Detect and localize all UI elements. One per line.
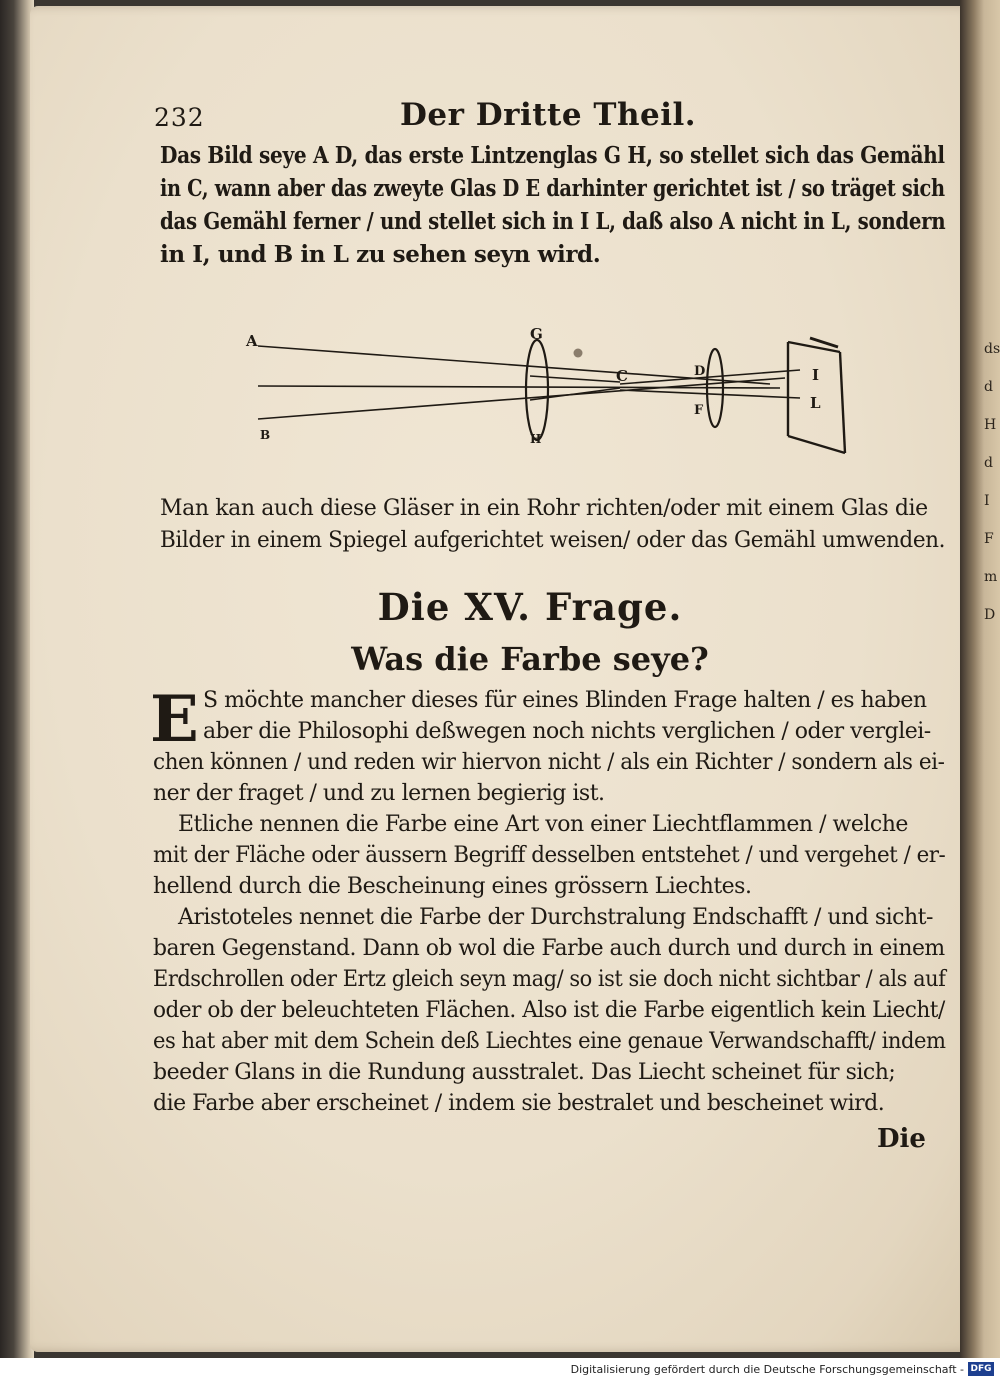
catchword: Die bbox=[877, 1124, 926, 1154]
drop-cap: E bbox=[150, 682, 199, 757]
para3-line: die Farbe aber erscheinet / indem sie bestralet und bescheinet wird. bbox=[153, 1091, 885, 1116]
lens-gh bbox=[526, 340, 548, 440]
facing-fragment: H bbox=[984, 417, 997, 433]
optics-diagram bbox=[240, 318, 860, 468]
ray-d1 bbox=[620, 370, 800, 384]
facing-fragment: m bbox=[984, 569, 998, 585]
label-a: A bbox=[246, 332, 258, 350]
facing-page-fragments bbox=[984, 330, 1000, 750]
para1-line: aber die Philosophi deßwegen noch nichts verglichen / oder verglei- bbox=[203, 719, 931, 744]
facing-fragment: d bbox=[984, 379, 993, 395]
label-b: B bbox=[260, 428, 271, 442]
para3-line: beeder Glans in die Rundung ausstralet. Das Liecht scheinet für sich; bbox=[153, 1060, 896, 1085]
label-i: I bbox=[812, 366, 820, 384]
intro-line: Das Bild seye A D, das erste Lintzenglas G H, so stellet sich das Gemähl bbox=[160, 142, 945, 169]
para2-line: Etliche nennen die Farbe eine Art von einer Liechtflammen / welche bbox=[178, 812, 908, 837]
book-left-edge bbox=[0, 0, 34, 1358]
para3-line: baren Gegenstand. Dann ob wol die Farbe auch durch und durch in einem bbox=[153, 936, 945, 961]
para1-line: ner der fraget / und zu lernen begierig ist. bbox=[153, 781, 605, 806]
ray-d2 bbox=[620, 390, 800, 398]
label-d: D bbox=[694, 364, 706, 379]
facing-fragment: F bbox=[984, 531, 994, 547]
screen-top-edge bbox=[788, 342, 840, 352]
chapter-question: Was die Farbe seye? bbox=[351, 640, 709, 678]
para3-line: oder ob der beleuchteten Flächen. Also ist die Farbe eigentlich kein Liecht/ bbox=[153, 998, 945, 1023]
intro-line: in I, und B in L zu sehen seyn wird. bbox=[160, 241, 601, 268]
para3-line: Erdschrollen oder Ertz gleich seyn mag/ so ist sie doch nicht sichtbar / als auf bbox=[153, 967, 946, 992]
intro-line: in C, wann aber das zweyte Glas D E darhinter gerichtet ist / so träget sich bbox=[160, 175, 945, 202]
facing-fragment: d bbox=[984, 455, 993, 471]
para3-line: Aristoteles nennet die Farbe der Durchstralung Endschafft / und sicht- bbox=[178, 905, 933, 930]
dfg-logo: DFG bbox=[968, 1362, 994, 1376]
label-h: H bbox=[530, 432, 542, 446]
para1-line: chen können / und reden wir hiervon nicht / als ein Richter / sondern als ei- bbox=[153, 750, 945, 775]
facing-fragment: I bbox=[984, 493, 990, 509]
label-f: F bbox=[694, 403, 704, 418]
screen-right-edge bbox=[840, 352, 845, 453]
para2-line: hellend durch die Bescheinung eines grössern Liechtes. bbox=[153, 874, 752, 899]
running-head: Der Dritte Theil. bbox=[400, 97, 697, 133]
footer-credit: Digitalisierung gefördert durch die Deutsche Forschungsgemeinschaft - bbox=[570, 1363, 964, 1376]
facing-fragment: D bbox=[984, 607, 996, 623]
ink-spot bbox=[574, 349, 583, 358]
screen-bar bbox=[810, 338, 838, 347]
para2-line: mit der Fläche oder äussern Begriff desselben entstehet / und vergehet / er- bbox=[153, 843, 946, 868]
label-l: L bbox=[810, 394, 821, 412]
label-c: C bbox=[616, 367, 628, 385]
after-diagram-line: Bilder in einem Spiegel aufgerichtet weisen/ oder das Gemähl umwenden. bbox=[160, 528, 946, 553]
chapter-heading: Die XV. Frage. bbox=[377, 585, 683, 629]
para3-line: es hat aber mit dem Schein deß Liechtes eine genaue Verwandschafft/ indem bbox=[153, 1029, 946, 1054]
intro-line: das Gemähl ferner / und stellet sich in I L, daß also A nicht in L, sondern bbox=[160, 208, 946, 235]
ray-axis bbox=[258, 386, 780, 388]
para1-line: S möchte mancher dieses für eines Blinden Frage halten / es haben bbox=[203, 688, 927, 713]
screen-bottom-edge bbox=[788, 436, 845, 453]
facing-fragment: ds bbox=[984, 341, 1000, 357]
after-diagram-line: Man kan auch diese Gläser in ein Rohr richten/oder mit einem Glas die bbox=[160, 496, 928, 521]
ray-c1 bbox=[530, 376, 620, 382]
ray-c2 bbox=[530, 388, 620, 400]
page-number: 232 bbox=[154, 103, 205, 132]
label-g: G bbox=[530, 325, 543, 343]
